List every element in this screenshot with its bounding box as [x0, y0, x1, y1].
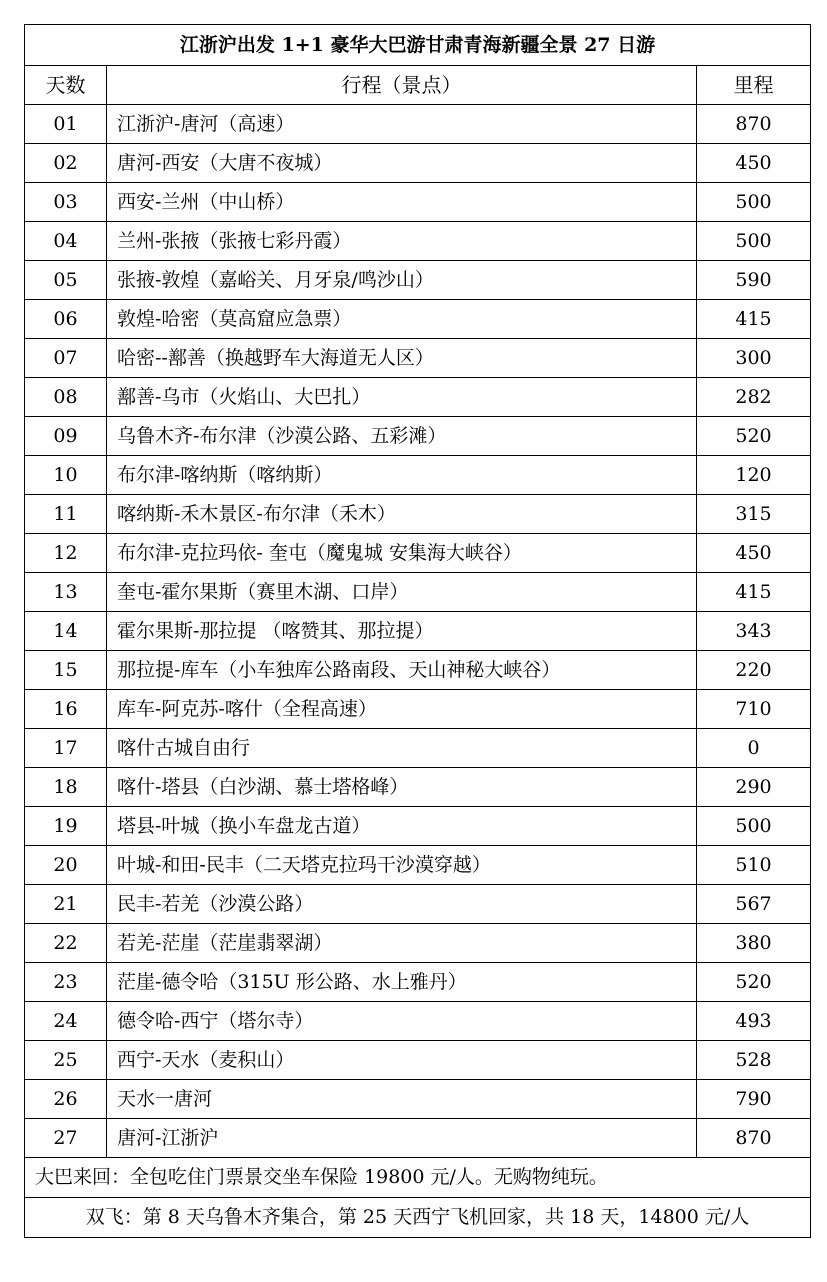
table-row [25, 1002, 811, 1041]
route-cell: 喀什-塔县（白沙湖、慕士塔格峰） [107, 768, 697, 807]
flight-price-note: 双飞：第 8 天乌鲁木齐集合，第 25 天西宁飞机回家，共 18 天，14800 元/人 [25, 1198, 811, 1238]
day-cell: 09 [25, 417, 107, 456]
route-cell: 茫崖-德令哈（315U 形公路、水上雅丹） [107, 963, 697, 1002]
distance-cell: 220 [697, 651, 811, 690]
distance-cell: 870 [697, 1119, 811, 1158]
table-row [25, 1080, 811, 1119]
table-row [25, 924, 811, 963]
route-cell: 德令哈-西宁（塔尔寺） [107, 1002, 697, 1041]
day-cell: 14 [25, 612, 107, 651]
distance-cell: 290 [697, 768, 811, 807]
day-cell: 12 [25, 534, 107, 573]
distance-cell: 450 [697, 144, 811, 183]
table-row [25, 183, 811, 222]
distance-cell: 282 [697, 378, 811, 417]
table-row [25, 690, 811, 729]
table-row [25, 1119, 811, 1158]
note-row-fly [25, 1198, 811, 1238]
day-cell: 18 [25, 768, 107, 807]
route-cell: 塔县-叶城（换小车盘龙古道） [107, 807, 697, 846]
bus-price-note: 大巴来回：全包吃住门票景交坐车保险 19800 元/人。无购物纯玩。 [25, 1158, 811, 1198]
day-cell: 02 [25, 144, 107, 183]
distance-cell: 710 [697, 690, 811, 729]
table-row [25, 1041, 811, 1080]
table-row [25, 651, 811, 690]
day-cell: 27 [25, 1119, 107, 1158]
day-cell: 17 [25, 729, 107, 768]
day-cell: 08 [25, 378, 107, 417]
distance-cell: 120 [697, 456, 811, 495]
route-cell: 鄯善-乌市（火焰山、大巴扎） [107, 378, 697, 417]
table-row [25, 144, 811, 183]
distance-cell: 590 [697, 261, 811, 300]
route-cell: 西安-兰州（中山桥） [107, 183, 697, 222]
route-cell: 哈密--鄯善（换越野车大海道无人区） [107, 339, 697, 378]
table-row [25, 768, 811, 807]
route-cell: 喀什古城自由行 [107, 729, 697, 768]
distance-cell: 500 [697, 222, 811, 261]
day-cell: 04 [25, 222, 107, 261]
route-cell: 张掖-敦煌（嘉峪关、月牙泉/鸣沙山） [107, 261, 697, 300]
table-row [25, 612, 811, 651]
day-cell: 01 [25, 105, 107, 144]
route-cell: 民丰-若羌（沙漠公路） [107, 885, 697, 924]
day-cell: 07 [25, 339, 107, 378]
day-cell: 03 [25, 183, 107, 222]
table-row [25, 378, 811, 417]
day-cell: 22 [25, 924, 107, 963]
distance-cell: 870 [697, 105, 811, 144]
distance-cell: 567 [697, 885, 811, 924]
day-cell: 15 [25, 651, 107, 690]
table-row [25, 261, 811, 300]
table-row [25, 222, 811, 261]
distance-cell: 528 [697, 1041, 811, 1080]
day-cell: 20 [25, 846, 107, 885]
route-cell: 若羌-茫崖（茫崖翡翠湖） [107, 924, 697, 963]
route-cell: 布尔津-喀纳斯（喀纳斯） [107, 456, 697, 495]
route-cell: 那拉提-库车（小车独库公路南段、天山神秘大峡谷） [107, 651, 697, 690]
table-row [25, 456, 811, 495]
table-row [25, 534, 811, 573]
day-cell: 21 [25, 885, 107, 924]
distance-cell: 520 [697, 963, 811, 1002]
route-cell: 天水一唐河 [107, 1080, 697, 1119]
distance-cell: 520 [697, 417, 811, 456]
route-cell: 西宁-天水（麦积山） [107, 1041, 697, 1080]
route-cell: 乌鲁木齐-布尔津（沙漠公路、五彩滩） [107, 417, 697, 456]
distance-cell: 415 [697, 300, 811, 339]
distance-cell: 790 [697, 1080, 811, 1119]
day-cell: 25 [25, 1041, 107, 1080]
table-row [25, 846, 811, 885]
route-cell: 兰州-张掖（张掖七彩丹霞） [107, 222, 697, 261]
distance-cell: 0 [697, 729, 811, 768]
day-cell: 16 [25, 690, 107, 729]
route-cell: 奎屯-霍尔果斯（赛里木湖、口岸） [107, 573, 697, 612]
route-cell: 唐河-江浙沪 [107, 1119, 697, 1158]
distance-cell: 300 [697, 339, 811, 378]
day-cell: 24 [25, 1002, 107, 1041]
table-row [25, 339, 811, 378]
table-row [25, 807, 811, 846]
note-row-bus [25, 1158, 811, 1198]
table-row [25, 963, 811, 1002]
day-cell: 19 [25, 807, 107, 846]
table-row [25, 885, 811, 924]
distance-cell: 315 [697, 495, 811, 534]
day-cell: 10 [25, 456, 107, 495]
day-cell: 26 [25, 1080, 107, 1119]
distance-cell: 450 [697, 534, 811, 573]
header-row [25, 66, 811, 105]
route-cell: 叶城-和田-民丰（二天塔克拉玛干沙漠穿越） [107, 846, 697, 885]
distance-cell: 510 [697, 846, 811, 885]
distance-cell: 500 [697, 183, 811, 222]
table-title: 江浙沪出发 1+1 豪华大巴游甘肃青海新疆全景 27 日游 [25, 25, 811, 66]
day-cell: 05 [25, 261, 107, 300]
route-cell: 库车-阿克苏-喀什（全程高速） [107, 690, 697, 729]
table-row [25, 729, 811, 768]
title-row [25, 25, 811, 66]
distance-cell: 343 [697, 612, 811, 651]
day-cell: 11 [25, 495, 107, 534]
distance-cell: 380 [697, 924, 811, 963]
header-km: 里程 [697, 66, 811, 105]
table-row [25, 495, 811, 534]
header-day: 天数 [25, 66, 107, 105]
itinerary-rows [25, 105, 811, 1158]
itinerary-table [24, 24, 811, 1238]
table-row [25, 105, 811, 144]
header-route: 行程（景点） [107, 66, 697, 105]
route-cell: 布尔津-克拉玛依- 奎屯（魔鬼城 安集海大峡谷） [107, 534, 697, 573]
itinerary-sheet [24, 24, 810, 1238]
day-cell: 06 [25, 300, 107, 339]
route-cell: 霍尔果斯-那拉提 （喀赞其、那拉提） [107, 612, 697, 651]
table-row [25, 573, 811, 612]
route-cell: 江浙沪-唐河（高速） [107, 105, 697, 144]
table-row [25, 300, 811, 339]
day-cell: 13 [25, 573, 107, 612]
distance-cell: 493 [697, 1002, 811, 1041]
day-cell: 23 [25, 963, 107, 1002]
table-row [25, 417, 811, 456]
route-cell: 喀纳斯-禾木景区-布尔津（禾木） [107, 495, 697, 534]
route-cell: 敦煌-哈密（莫高窟应急票） [107, 300, 697, 339]
distance-cell: 415 [697, 573, 811, 612]
distance-cell: 500 [697, 807, 811, 846]
route-cell: 唐河-西安（大唐不夜城） [107, 144, 697, 183]
